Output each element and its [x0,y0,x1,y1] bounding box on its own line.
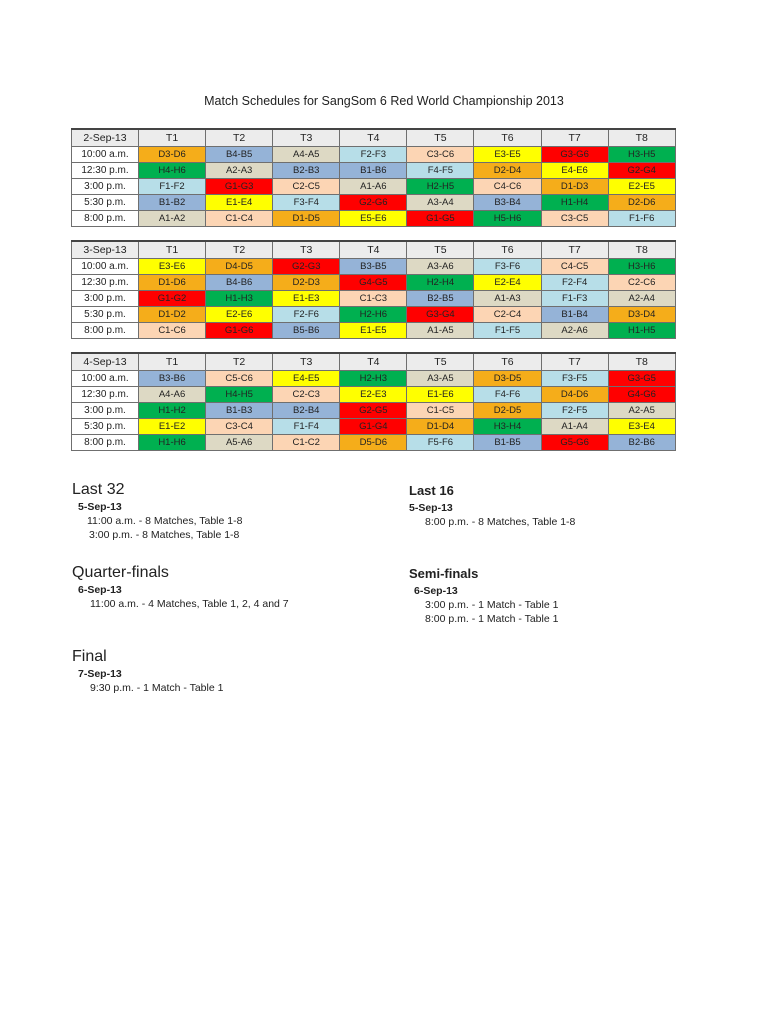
match-cell: C2-C4 [474,307,541,323]
match-cell: F2-F3 [340,147,407,163]
table-header-cell: T4 [340,241,407,259]
table-row [72,307,676,323]
last32-date: 5-Sep-13 [78,501,122,513]
match-cell: F4-F6 [474,387,541,403]
table-row [72,211,676,227]
match-cell: A2-A4 [608,291,675,307]
table-header-cell: T5 [407,129,474,147]
match-cell: G3-G4 [407,307,474,323]
final-line: 9:30 p.m. - 1 Match - Table 1 [90,682,224,694]
match-cell: G3-G6 [541,147,608,163]
table-header-cell: T3 [273,241,340,259]
match-cell: F1-F2 [139,179,206,195]
match-cell: E1-E5 [340,323,407,339]
match-cell: E1-E2 [139,419,206,435]
table-header-cell: T5 [407,241,474,259]
match-cell: H2-H5 [407,179,474,195]
match-cell: B1-B4 [541,307,608,323]
match-cell: C1-C2 [273,435,340,451]
match-cell: B1-B6 [340,163,407,179]
time-cell: 12:30 p.m. [72,387,139,403]
match-cell: H4-H6 [139,163,206,179]
table-header-cell: T2 [206,129,273,147]
match-cell: B2-B5 [407,291,474,307]
quarterfinals-section [72,564,289,610]
final-date: 7-Sep-13 [78,668,122,680]
table-row [72,163,676,179]
match-cell: D1-D4 [407,419,474,435]
match-cell: A3-A5 [407,371,474,387]
match-cell: D3-D6 [139,147,206,163]
match-cell: B5-B6 [273,323,340,339]
match-cell: G4-G6 [608,387,675,403]
table-header-cell: T6 [474,353,541,371]
match-cell: C4-C5 [541,259,608,275]
match-cell: A2-A5 [608,403,675,419]
match-cell: F1-F6 [608,211,675,227]
match-cell: H2-H3 [340,371,407,387]
match-cell: F5-F6 [407,435,474,451]
time-cell: 10:00 a.m. [72,147,139,163]
table-row [72,291,676,307]
semifinals-line: 8:00 p.m. - 1 Match - Table 1 [425,613,559,625]
match-cell: G2-G6 [340,195,407,211]
match-cell: B4-B6 [206,275,273,291]
match-cell: C3-C6 [407,147,474,163]
match-cell: C1-C5 [407,403,474,419]
table-header-cell: T8 [608,129,675,147]
table-header-cell: T4 [340,129,407,147]
time-cell: 12:30 p.m. [72,163,139,179]
semifinals-date: 6-Sep-13 [414,585,458,597]
table-header-cell: T6 [474,241,541,259]
match-cell: A1-A4 [541,419,608,435]
match-cell: D4-D5 [206,259,273,275]
match-cell: E3-E4 [608,419,675,435]
table-row [72,147,676,163]
quarterfinals-heading: Quarter-finals [72,564,169,581]
match-cell: D1-D6 [139,275,206,291]
day-date-cell: 2-Sep-13 [72,129,139,147]
match-cell: C3-C5 [541,211,608,227]
time-cell: 5:30 p.m. [72,195,139,211]
match-cell: D3-D5 [474,371,541,387]
match-cell: H1-H3 [206,291,273,307]
match-cell: E3-E5 [474,147,541,163]
match-cell: D1-D3 [541,179,608,195]
match-cell: H3-H6 [608,259,675,275]
match-cell: A4-A6 [139,387,206,403]
match-cell: D3-D4 [608,307,675,323]
match-cell: G2-G5 [340,403,407,419]
time-cell: 8:00 p.m. [72,323,139,339]
schedule-header-row [72,241,676,259]
match-cell: H1-H6 [139,435,206,451]
table-header-cell: T6 [474,129,541,147]
match-cell: G2-G3 [273,259,340,275]
table-row [72,371,676,387]
match-cell: C2-C5 [273,179,340,195]
match-cell: E1-E3 [273,291,340,307]
table-header-cell: T1 [139,241,206,259]
match-cell: D2-D6 [608,195,675,211]
match-cell: B3-B5 [340,259,407,275]
table-header-cell: T7 [541,353,608,371]
match-cell: C4-C6 [474,179,541,195]
time-cell: 5:30 p.m. [72,307,139,323]
match-cell: B3-B6 [139,371,206,387]
match-cell: E5-E6 [340,211,407,227]
table-row [72,179,676,195]
table-row [72,403,676,419]
table-header-cell: T3 [273,129,340,147]
quarterfinals-line: 11:00 a.m. - 4 Matches, Table 1, 2, 4 and 7 [90,598,289,610]
match-cell: F3-F4 [273,195,340,211]
final-heading: Final [72,648,107,665]
schedule-header-row [72,129,676,147]
match-cell: F1-F5 [474,323,541,339]
last32-line: 3:00 p.m. - 8 Matches, Table 1-8 [89,529,240,541]
table-header-cell: T2 [206,353,273,371]
table-row [72,195,676,211]
match-cell: C1-C4 [206,211,273,227]
match-cell: D1-D2 [139,307,206,323]
match-cell: E4-E5 [273,371,340,387]
time-cell: 8:00 p.m. [72,211,139,227]
page-title: Match Schedules for SangSom 6 Red World Championship 2013 [204,94,564,108]
match-cell: B2-B4 [273,403,340,419]
table-row [72,419,676,435]
table-row [72,435,676,451]
match-cell: H4-H5 [206,387,273,403]
match-cell: F2-F5 [541,403,608,419]
match-cell: B4-B5 [206,147,273,163]
match-cell: H5-H6 [474,211,541,227]
match-cell: D4-D6 [541,387,608,403]
schedule-table-day-1 [71,128,676,227]
match-cell: C2-C3 [273,387,340,403]
time-cell: 10:00 a.m. [72,371,139,387]
match-cell: B3-B4 [474,195,541,211]
match-cell: A1-A3 [474,291,541,307]
match-cell: E4-E6 [541,163,608,179]
table-header-cell: T8 [608,241,675,259]
table-header-cell: T3 [273,353,340,371]
match-cell: F1-F4 [273,419,340,435]
match-cell: G1-G6 [206,323,273,339]
match-cell: H1-H5 [608,323,675,339]
match-cell: A2-A6 [541,323,608,339]
match-cell: H3-H5 [608,147,675,163]
match-cell: G5-G6 [541,435,608,451]
time-cell: 3:00 p.m. [72,179,139,195]
table-row [72,323,676,339]
schedule-table-day-2 [71,240,676,339]
match-cell: G1-G2 [139,291,206,307]
time-cell: 3:00 p.m. [72,291,139,307]
match-cell: G2-G4 [608,163,675,179]
match-cell: G4-G5 [340,275,407,291]
match-cell: G3-G5 [608,371,675,387]
semifinals-section [409,566,558,625]
last32-section [72,481,242,541]
last32-line: 11:00 a.m. - 8 Matches, Table 1-8 [87,515,243,527]
match-cell: G1-G4 [340,419,407,435]
match-cell: D1-D5 [273,211,340,227]
time-cell: 3:00 p.m. [72,403,139,419]
match-cell: C1-C6 [139,323,206,339]
table-header-cell: T2 [206,241,273,259]
match-cell: E2-E5 [608,179,675,195]
table-header-cell: T8 [608,353,675,371]
time-cell: 12:30 p.m. [72,275,139,291]
match-cell: A1-A5 [407,323,474,339]
match-cell: E1-E6 [407,387,474,403]
match-cell: F3-F6 [474,259,541,275]
table-header-cell: T1 [139,129,206,147]
match-cell: C2-C6 [608,275,675,291]
match-cell: F4-F5 [407,163,474,179]
match-cell: A3-A6 [407,259,474,275]
match-cell: E2-E4 [474,275,541,291]
match-cell: E1-E4 [206,195,273,211]
match-cell: C1-C3 [340,291,407,307]
semifinals-heading: Semi-finals [409,566,479,581]
match-cell: C5-C6 [206,371,273,387]
match-cell: F2-F6 [273,307,340,323]
match-cell: H2-H4 [407,275,474,291]
match-cell: E2-E3 [340,387,407,403]
table-row [72,259,676,275]
table-header-cell: T5 [407,353,474,371]
match-cell: A2-A3 [206,163,273,179]
match-cell: A5-A6 [206,435,273,451]
match-cell: A3-A4 [407,195,474,211]
last16-date: 5-Sep-13 [409,502,453,514]
match-cell: A1-A6 [340,179,407,195]
match-cell: B2-B3 [273,163,340,179]
schedule-table-day-3 [71,352,676,451]
last16-line: 8:00 p.m. - 8 Matches, Table 1-8 [425,516,576,528]
match-cell: G1-G3 [206,179,273,195]
table-header-cell: T1 [139,353,206,371]
table-row [72,387,676,403]
match-cell: E3-E6 [139,259,206,275]
match-cell: D2-D5 [474,403,541,419]
match-cell: B1-B5 [474,435,541,451]
match-cell: D2-D3 [273,275,340,291]
match-cell: G1-G5 [407,211,474,227]
quarterfinals-date: 6-Sep-13 [78,584,122,596]
match-cell: B1-B3 [206,403,273,419]
match-cell: B2-B6 [608,435,675,451]
match-cell: F2-F4 [541,275,608,291]
last16-section [409,483,575,528]
match-cell: F3-F5 [541,371,608,387]
match-cell: D5-D6 [340,435,407,451]
table-header-cell: T4 [340,353,407,371]
time-cell: 5:30 p.m. [72,419,139,435]
match-cell: H2-H6 [340,307,407,323]
time-cell: 8:00 p.m. [72,435,139,451]
match-cell: C3-C4 [206,419,273,435]
match-cell: D2-D4 [474,163,541,179]
final-section [72,648,223,694]
table-header-cell: T7 [541,129,608,147]
time-cell: 10:00 a.m. [72,259,139,275]
match-cell: H3-H4 [474,419,541,435]
last32-heading: Last 32 [72,481,125,498]
match-cell: H1-H2 [139,403,206,419]
match-cell: H1-H4 [541,195,608,211]
day-date-cell: 4-Sep-13 [72,353,139,371]
match-cell: A4-A5 [273,147,340,163]
match-cell: B1-B2 [139,195,206,211]
table-row [72,275,676,291]
last16-heading: Last 16 [409,483,454,498]
day-date-cell: 3-Sep-13 [72,241,139,259]
match-cell: F1-F3 [541,291,608,307]
schedule-header-row [72,353,676,371]
match-cell: E2-E6 [206,307,273,323]
table-header-cell: T7 [541,241,608,259]
match-cell: A1-A2 [139,211,206,227]
semifinals-line: 3:00 p.m. - 1 Match - Table 1 [425,599,559,611]
